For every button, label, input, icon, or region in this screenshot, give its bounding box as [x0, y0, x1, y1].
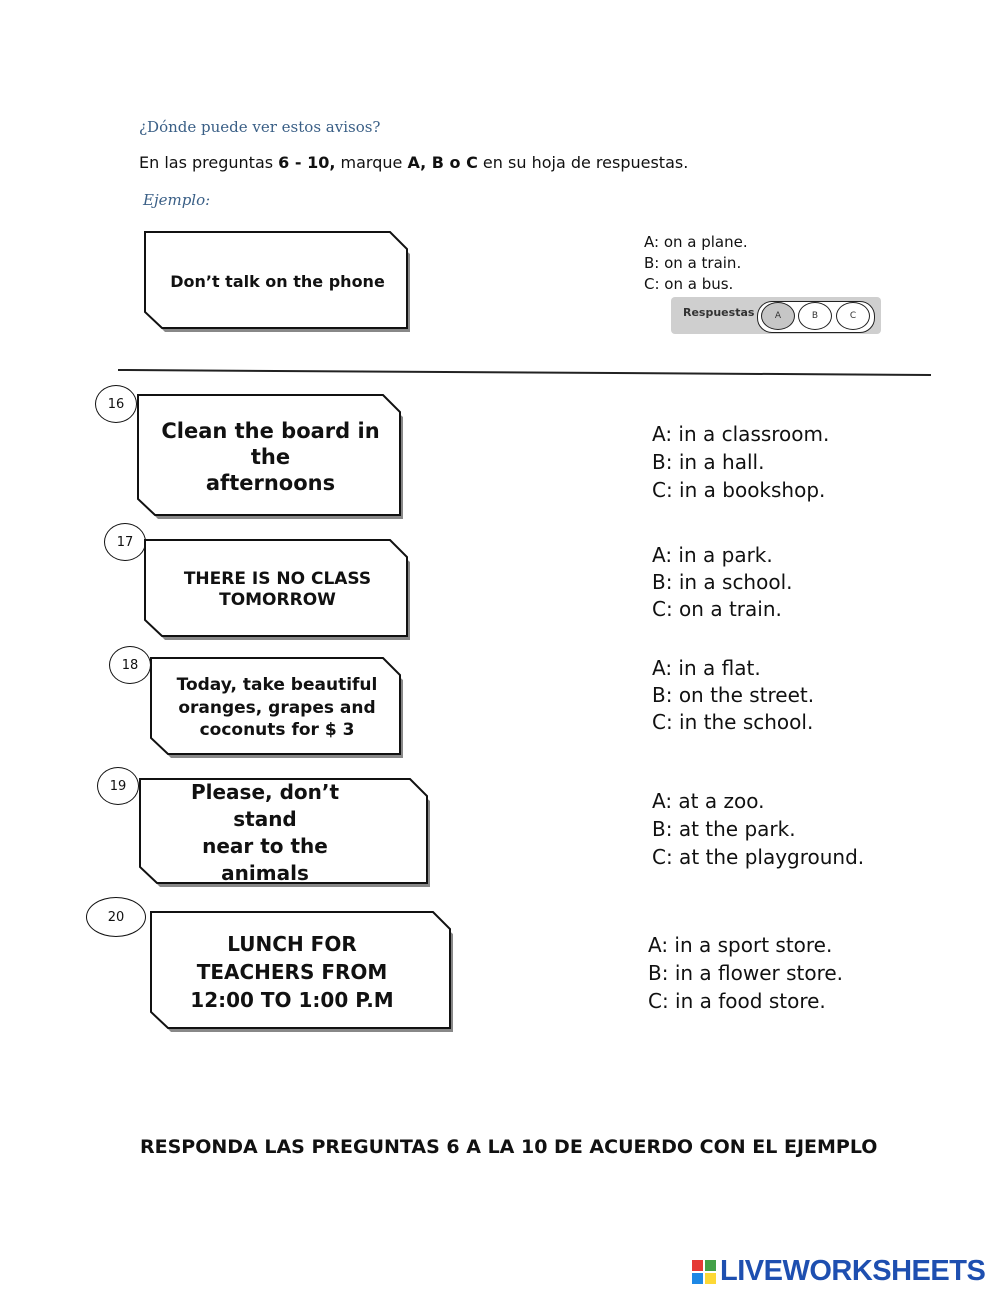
- sign-20-text: [172, 930, 411, 1014]
- instruction-pre: En las preguntas: [139, 153, 279, 172]
- option-19-a[interactable]: A: at a zoo.: [652, 789, 765, 813]
- sign-line: Today, take beautiful: [176, 674, 378, 695]
- option-20-b[interactable]: B: in a flower store.: [648, 961, 844, 985]
- sign-line: Clean the board in: [161, 418, 380, 443]
- sign-16-text: [143, 418, 397, 497]
- logo-square: [705, 1273, 716, 1284]
- example-option-a: A: on a plane.: [644, 233, 748, 251]
- option-17-b[interactable]: B: in a school.: [652, 570, 793, 594]
- options-17: [652, 542, 793, 623]
- example-label: Ejemplo:: [143, 191, 211, 209]
- sign-line: afternoons: [205, 471, 336, 496]
- answer-sheet-label: Respuestas: [683, 306, 755, 319]
- sign-20: [151, 912, 453, 1032]
- sign-line: the: [250, 444, 291, 469]
- question-number-16: 16: [95, 385, 137, 423]
- logo-mark-icon: [692, 1260, 716, 1284]
- sign-19-text: [140, 779, 390, 887]
- sign-line: Please, don’t stand: [190, 780, 340, 831]
- section-divider: [118, 369, 931, 375]
- option-16-b[interactable]: B: in a hall.: [652, 450, 765, 474]
- sign-line: 12:00 TO 1:00 P.M: [190, 988, 394, 1012]
- options-20: [648, 931, 843, 1015]
- option-19-b[interactable]: B: at the park.: [652, 817, 796, 841]
- instruction-post: en su hoja de respuestas.: [477, 153, 689, 172]
- liveworksheets-logo[interactable]: [692, 1255, 985, 1288]
- example-sign-text: Don’t talk on the phone: [170, 272, 385, 291]
- option-17-a[interactable]: A: in a park.: [652, 543, 773, 567]
- instruction-text: [139, 153, 688, 172]
- options-19: [652, 787, 864, 871]
- sign-line: oranges, grapes and: [178, 697, 376, 718]
- sign-18: [151, 658, 403, 758]
- option-16-c[interactable]: C: in a bookshop.: [652, 478, 826, 502]
- logo-square: [705, 1260, 716, 1271]
- options-18: [652, 655, 814, 736]
- sign-line: LUNCH FOR: [227, 932, 357, 956]
- sign-19: [140, 779, 430, 887]
- sign-line: TOMORROW: [219, 590, 336, 610]
- sign-17-text: [166, 569, 389, 612]
- option-16-a[interactable]: A: in a classroom.: [652, 422, 830, 446]
- instruction-range: 6 - 10,: [278, 153, 336, 172]
- logo-square: [692, 1260, 703, 1271]
- sign-line: coconuts for $ 3: [199, 720, 355, 741]
- sign-line: near to the animals: [202, 834, 328, 885]
- sign-16: [138, 395, 403, 519]
- instruction-letters: A, B o C: [407, 153, 478, 172]
- question-number-17: 17: [104, 523, 146, 561]
- option-17-c[interactable]: C: on a train.: [652, 597, 782, 621]
- footer-title: RESPONDA LAS PREGUNTAS 6 A LA 10 DE ACUERDO CON EL EJEMPLO: [140, 1136, 878, 1158]
- option-19-c[interactable]: C: at the playground.: [652, 845, 865, 869]
- option-20-c[interactable]: C: in a food store.: [648, 989, 826, 1013]
- options-16: [652, 420, 829, 504]
- answer-bubble-b[interactable]: B: [798, 302, 832, 330]
- sign-17: [145, 540, 410, 640]
- instruction-mid: marque: [335, 153, 408, 172]
- sign-line: THERE IS NO CLASS: [183, 568, 372, 589]
- option-18-a[interactable]: A: in a flat.: [652, 656, 761, 680]
- logo-text: LIVEWORKSHEETS: [720, 1255, 986, 1287]
- question-number-18: 18: [109, 646, 151, 684]
- question-number-20: 20: [86, 897, 146, 937]
- example-option-c: C: on a bus.: [644, 275, 734, 293]
- example-option-b: B: on a train.: [644, 254, 742, 272]
- logo-square: [692, 1273, 703, 1284]
- sign-18-text: [159, 674, 396, 743]
- answer-bubble-a[interactable]: A: [761, 302, 795, 330]
- question-number-19: 19: [97, 767, 139, 805]
- answer-bubble-c[interactable]: C: [836, 302, 870, 330]
- option-18-b[interactable]: B: on the street.: [652, 683, 815, 707]
- sign-line: TEACHERS FROM: [196, 960, 388, 984]
- example-sign: [145, 232, 410, 332]
- question-heading: ¿Dónde puede ver estos avisos?: [139, 118, 381, 136]
- option-18-c[interactable]: C: in the school.: [652, 710, 814, 734]
- option-20-a[interactable]: A: in a sport store.: [648, 933, 833, 957]
- example-options: [644, 232, 748, 295]
